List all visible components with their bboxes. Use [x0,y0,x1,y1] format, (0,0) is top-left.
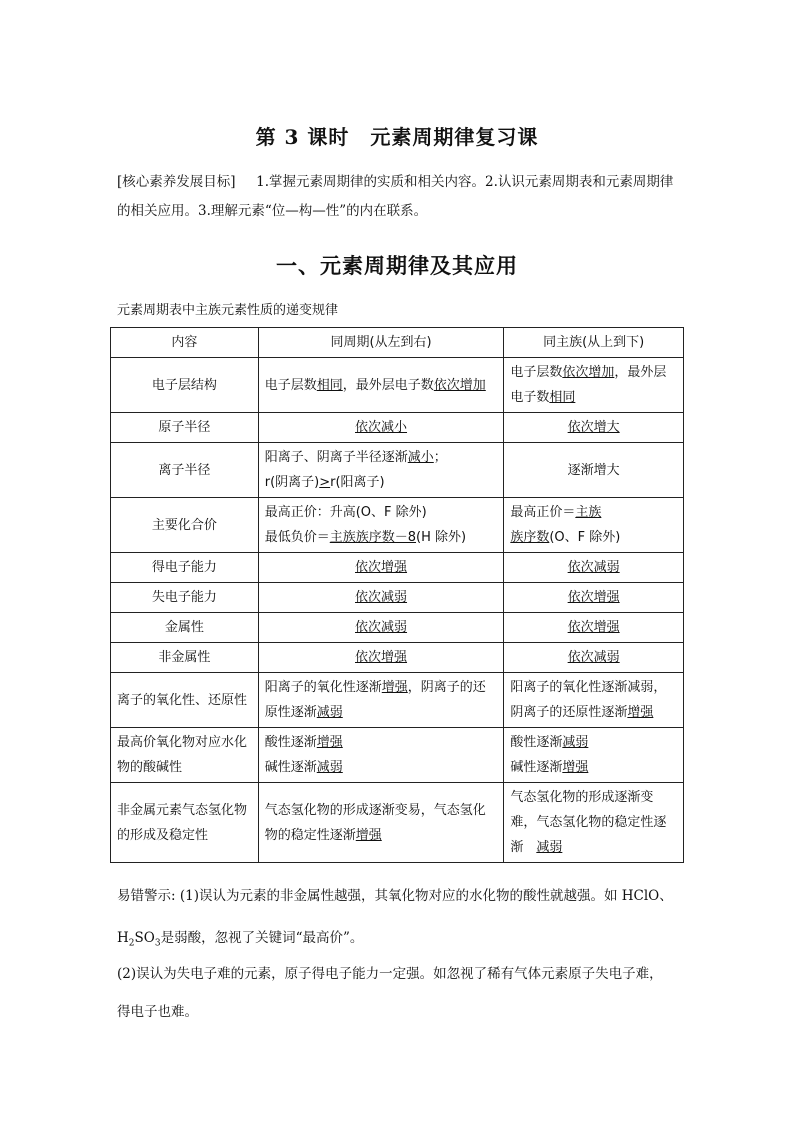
group-cell [504,613,684,643]
group-cell [504,498,684,553]
warning-line-4: 得电子也难。 [117,1004,198,1020]
cell-text: ； [433,450,447,465]
cell-text: 最低负价＝ [264,530,330,545]
group-cell [504,553,684,583]
cell-text: r(阳离子) [330,475,385,490]
cell-text: (O、F 除外) [549,530,621,545]
cell-text: 电子层数 [264,377,317,393]
answer-text: 依次增强 [355,560,408,575]
formula-subscript: 3 [154,938,161,949]
answer-text: 依次增加 [433,377,486,393]
period-cell [258,583,504,613]
row-label: 得电子能力 [111,553,259,583]
answer-text: 减小 [407,450,434,465]
table-row [111,498,684,553]
core-goals [117,168,682,226]
row-label: 主要化合价 [111,498,259,553]
section-title: 一、元素周期律及其应用 [276,253,518,278]
answer-text: 依次减弱 [355,620,408,635]
warning-line-3: (2)误认为失电子难的元素，原子得电子能力一定强。如忽视了稀有气体元素原子失电子难， [117,966,663,982]
period-cell [258,783,504,863]
group-cell [504,583,684,613]
cell-text: (H 除外) [416,530,467,545]
header-period: 同周期(从左到右) [258,328,504,358]
period-cell [258,643,504,673]
row-label: 非金属元素气态氢化物的形成及稳定性 [111,783,259,863]
cell-text: ，阴离子的还原性逐渐 [264,680,486,720]
table-row [111,783,684,863]
group-cell [504,673,684,728]
period-cell [258,358,504,413]
table-row [111,613,684,643]
answer-text: 依次增大 [567,420,620,435]
table-row [111,728,684,783]
header-group: 同主族(从上到下) [504,328,684,358]
period-cell [258,413,504,443]
period-cell [258,553,504,583]
group-cell [504,443,684,498]
answer-text: 主族 [575,505,602,520]
table-row [111,443,684,498]
period-cell [258,498,504,553]
row-label: 离子半径 [111,443,259,498]
answer-text: 减弱 [316,705,343,720]
header-content: 内容 [111,328,259,358]
answer-text: 依次减弱 [567,650,620,665]
warning-line-1: 易错警示: (1)误认为元素的非金属性越强，其氧化物对应的水化物的酸性就越强。如 HClO、 [117,888,673,904]
row-label: 最高价氧化物对应水化物的酸碱性 [111,728,259,783]
answer-text: 增强 [381,680,408,695]
goals-label: [核心素养发展目标] [117,174,236,190]
answer-text: 依次减弱 [355,590,408,605]
cell-text: ，最外层电子数 [342,377,434,393]
cell-text: 最高正价＝ [510,505,576,520]
table-row [111,673,684,728]
answer-text: > [319,475,331,490]
lesson-title: 第 3 课时 元素周期律复习课 [255,125,539,149]
answer-text: 依次增强 [355,650,408,665]
group-cell [504,783,684,863]
answer-text: 增强 [355,827,382,843]
cell-text: 电子层数 [510,365,563,380]
row-label: 电子层结构 [111,358,259,413]
period-cell [258,613,504,643]
answer-text: 增强 [627,705,654,720]
table-row [111,583,684,613]
formula-text: H [117,930,129,946]
warning-line-2 [117,928,687,954]
cell-text: 酸性逐渐 [264,735,317,750]
group-cell [504,413,684,443]
cell-text: 碱性逐渐 [264,760,317,775]
table-caption: 元素周期表中主族元素性质的递变规律 [117,303,339,318]
goals-text: 1.掌握元素周期律的实质和相关内容。2.认识元素周期表和元素周期律的相关应用。3.理解元素“位—构—性”的内在联系。 [117,174,674,219]
row-label: 原子半径 [111,413,259,443]
table-header-row [111,328,684,358]
group-cell [504,358,684,413]
cell-text: 碱性逐渐 [510,760,563,775]
answer-text: 族序数 [510,530,550,545]
period-cell [258,673,504,728]
cell-text: 气态氢化物的形成逐渐变难，气态氢化物的稳定性逐渐 [510,790,667,855]
cell-text: 逐渐增大 [567,462,620,478]
cell-text: r(阴离子) [264,475,320,490]
table-row [111,358,684,413]
row-label: 金属性 [111,613,259,643]
answer-text: 依次增强 [567,590,620,605]
table-row [111,413,684,443]
formula-text: SO [134,930,155,946]
answer-text: 减弱 [536,840,563,855]
cell-text: 阳离子、阴离子半径逐渐 [264,450,408,465]
answer-text: 减弱 [562,735,589,750]
answer-text: 相同 [549,390,576,405]
period-cell [258,443,504,498]
periodic-law-table [110,327,684,863]
cell-text: 最高正价：升高(O、F 除外) [264,505,427,520]
answer-text: 依次增强 [567,620,620,635]
cell-text: 阳离子的氧化性逐渐减弱，阴离子的还原性逐渐 [510,680,667,720]
cell-text: 酸性逐渐 [510,735,563,750]
answer-text: 依次减弱 [567,560,620,575]
cell-text: 气态氢化物的形成逐渐变易，气态氢化物的稳定性逐渐 [264,802,486,843]
row-label: 非金属性 [111,643,259,673]
answer-text: 主族族序数－8 [329,530,417,545]
answer-text: 依次增加 [562,365,615,380]
answer-text: 依次减小 [355,420,408,435]
group-cell [504,728,684,783]
answer-text: 增强 [316,735,343,750]
table-row [111,553,684,583]
table-row [111,643,684,673]
period-cell [258,728,504,783]
answer-text: 减弱 [316,760,343,775]
answer-text: 增强 [562,760,589,775]
answer-text: 相同 [316,377,343,393]
row-label: 离子的氧化性、还原性 [111,673,259,728]
cell-text: ，最外层电子数 [510,365,667,405]
cell-text: 阳离子的氧化性逐渐 [264,680,382,695]
row-label: 失电子能力 [111,583,259,613]
warning-text: 是弱酸，忽视了关键词“最高价”。 [160,930,364,946]
group-cell [504,643,684,673]
formula-subscript: 2 [128,938,135,949]
